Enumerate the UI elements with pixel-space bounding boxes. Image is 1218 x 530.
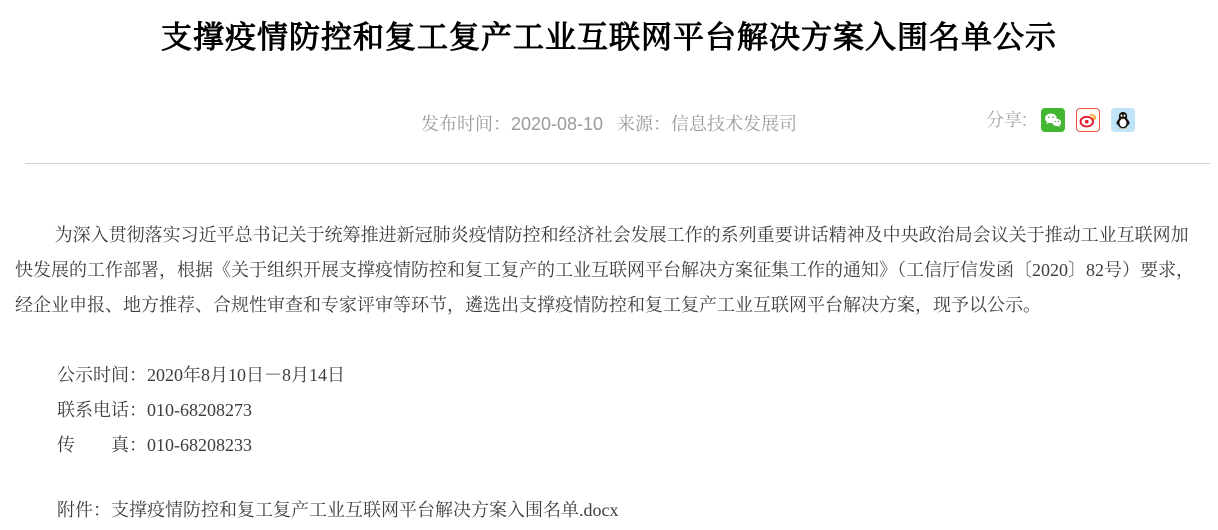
wechat-share-icon[interactable] (1041, 108, 1065, 132)
announcement-paragraph: 为深入贯彻落实习近平总书记关于统筹推进新冠肺炎疫情防控和经济社会发展工作的系列重要讲话精神及中央政治局会议关于推动工业互联网加快发展的工作部署，根据《关于组织开展支撑疫情防控和复工复产的工业互联网平台解决方案征集工作的通知》（工信厅信发函〔2020〕82号）要求，经企业申报、地方推荐、合规性审查和专家评审等环节，遴选出支撑疫情防控和复工复产工业互联网平台解决方案，现予以公示。 (15, 225, 1194, 315)
publish-date-value: 2020-08-10 (510, 114, 604, 134)
attachment-line (15, 493, 1198, 528)
attachment-download-link[interactable]: 支撑疫情防控和复工复产工业互联网平台解决方案入围名单.docx (111, 500, 619, 520)
share-label: 分享: (985, 110, 1027, 130)
page-title: 支撑疫情防控和复工复产工业互联网平台解决方案入围名单公示 (161, 20, 1057, 55)
source-label: 来源： (617, 114, 672, 134)
contact-phone-line: 联系电话：010-68208273 (57, 400, 252, 420)
source-value: 信息技术发展司 (671, 114, 798, 134)
meta-row (0, 109, 1218, 139)
attachment-label: 附件： (57, 500, 111, 520)
weibo-share-icon[interactable] (1076, 108, 1100, 132)
publicity-period-line: 公示时间：2020年8月10日－8月14日 (57, 365, 345, 385)
qq-share-icon[interactable] (1111, 108, 1135, 132)
publish-date-label: 发布时间： (420, 114, 511, 134)
share-toolbar (986, 105, 1146, 135)
fax-line: 传 真：010-68208233 (57, 435, 252, 455)
article-body (0, 164, 1218, 528)
